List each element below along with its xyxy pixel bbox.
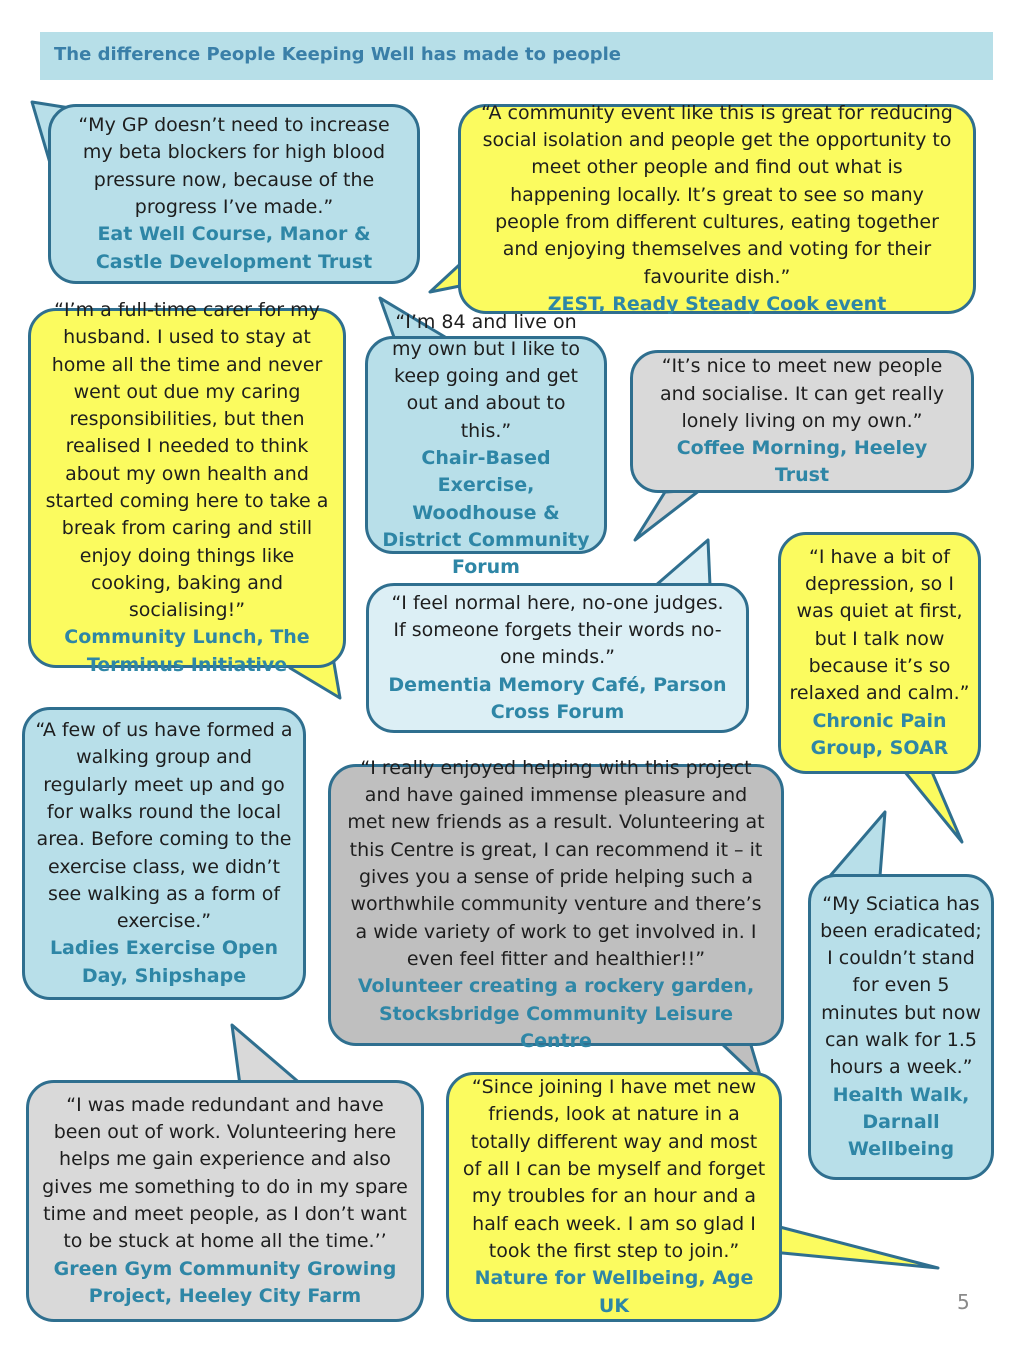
page-header <box>40 32 993 80</box>
testimonial-source: Health Walk, Darnall Wellbeing <box>832 1083 970 1161</box>
testimonial-bubble-green-gym <box>26 1080 424 1322</box>
testimonial-source: Eat Well Course, Manor & Castle Development Trust <box>95 223 373 273</box>
testimonial-source: Green Gym Community Growing Project, Heeley City Farm <box>53 1257 397 1307</box>
testimonial-bubble-chair-exercise <box>365 310 607 579</box>
testimonial-quote: “I feel normal here, no-one judges. If someone forgets their words no-one minds.” <box>391 591 724 669</box>
bubble-tail <box>232 1025 302 1085</box>
testimonial-bubble-health-walk <box>808 874 994 1180</box>
bubble-tail <box>772 1225 938 1268</box>
testimonial-bubble-chronic-pain <box>778 532 981 774</box>
testimonial-source: Volunteer creating a rockery garden, Stocksbridge Community Leisure Centre <box>357 975 755 1052</box>
bubble-tail <box>905 772 962 842</box>
testimonial-quote: “A community event like this is great for reducing social isolation and people get the opportunity to meet other people and find out what is happening locally. It’s great to see so many people from different cultures, eating together and enjoying themselves and voting for their favourite dish.” <box>481 101 953 288</box>
bubble-tail <box>830 812 885 876</box>
testimonial-source: Ladies Exercise Open Day, Shipshape <box>49 937 279 987</box>
testimonial-source: Chair-Based Exercise, Woodhouse & District Community Forum <box>382 447 590 579</box>
testimonial-bubble-zest <box>458 101 976 315</box>
testimonial-bubble-community-lunch <box>28 298 346 676</box>
testimonial-quote: “My GP doesn’t need to increase my beta blockers for high blood pressure now, because of the progress I’ve made.” <box>78 114 390 218</box>
testimonial-bubble-dementia-cafe <box>366 583 749 733</box>
bubble-tail <box>635 490 700 540</box>
testimonial-source: Nature for Wellbeing, Age UK <box>474 1267 754 1317</box>
testimonial-quote: “I have a bit of depression, so I was quiet at first, but I talk now because it’s so relaxed and calm.” <box>789 545 970 705</box>
testimonial-source: Coffee Morning, Heeley Trust <box>676 437 928 487</box>
page-title: The difference People Keeping Well has made to people <box>54 44 622 65</box>
testimonial-quote: “I was made redundant and have been out of work. Volunteering here helps me gain experience and also gives me something to do in my spare time and meet people, as I don’t want to be stuck at home all the time.’’ <box>42 1093 408 1253</box>
testimonial-quote: “I’m 84 and live on my own but I like to keep going and get out and about to this.” <box>392 310 580 442</box>
testimonial-quote: “It’s nice to meet new people and socialise. It can get really lonely living on my own.” <box>660 355 944 432</box>
testimonial-quote: “My Sciatica has been eradicated; I couldn’t stand for even 5 minutes but now can walk for 1.5 hours a week.” <box>820 892 982 1079</box>
testimonial-bubble-nature-wellbeing <box>446 1072 782 1322</box>
testimonial-quote: “I’m a full-time carer for my husband. I used to stay at home all the time and never went out due my caring responsibilities, but then realised I needed to think about my own health and started coming here to take a break from caring and still enjoy doing things like cooking, baking and socialising!” <box>45 298 329 622</box>
page-number: 5 <box>957 1290 970 1314</box>
testimonial-bubble-eat-well <box>48 104 420 284</box>
bubble-tail <box>655 540 710 586</box>
testimonial-source: ZEST, Ready Steady Cook event <box>547 292 887 315</box>
testimonial-quote: “A few of us have formed a walking group and regularly meet up and go for walks round the local area. Before coming to the exercise class, we didn’t see walking as a form of exercise.” <box>35 719 293 933</box>
testimonial-source: Community Lunch, The Terminus Initiative <box>64 626 310 676</box>
testimonial-source: Chronic Pain Group, SOAR <box>810 709 949 759</box>
testimonial-bubble-coffee-morning <box>630 350 974 493</box>
testimonial-bubble-rockery-garden <box>328 756 784 1052</box>
testimonial-source: Dementia Memory Café, Parson Cross Forum <box>388 673 727 723</box>
testimonial-quote: “Since joining I have met new friends, look at nature in a totally different way and most of all I can be myself and forget my troubles for an hour and a half each week. I am so glad I took the first step to join.” <box>462 1076 766 1262</box>
testimonial-quote: “I really enjoyed helping with this project and have gained immense pleasure and met new friends as a result. Volunteering at this Centre is great, I can recommend it – it gives you a sense of pride helping such a worthwhile community venture and there’s a wide variety of work to get involved in. I even feel fitter and healthier!!” <box>347 756 765 970</box>
testimonial-bubble-ladies-exercise <box>22 707 306 1000</box>
